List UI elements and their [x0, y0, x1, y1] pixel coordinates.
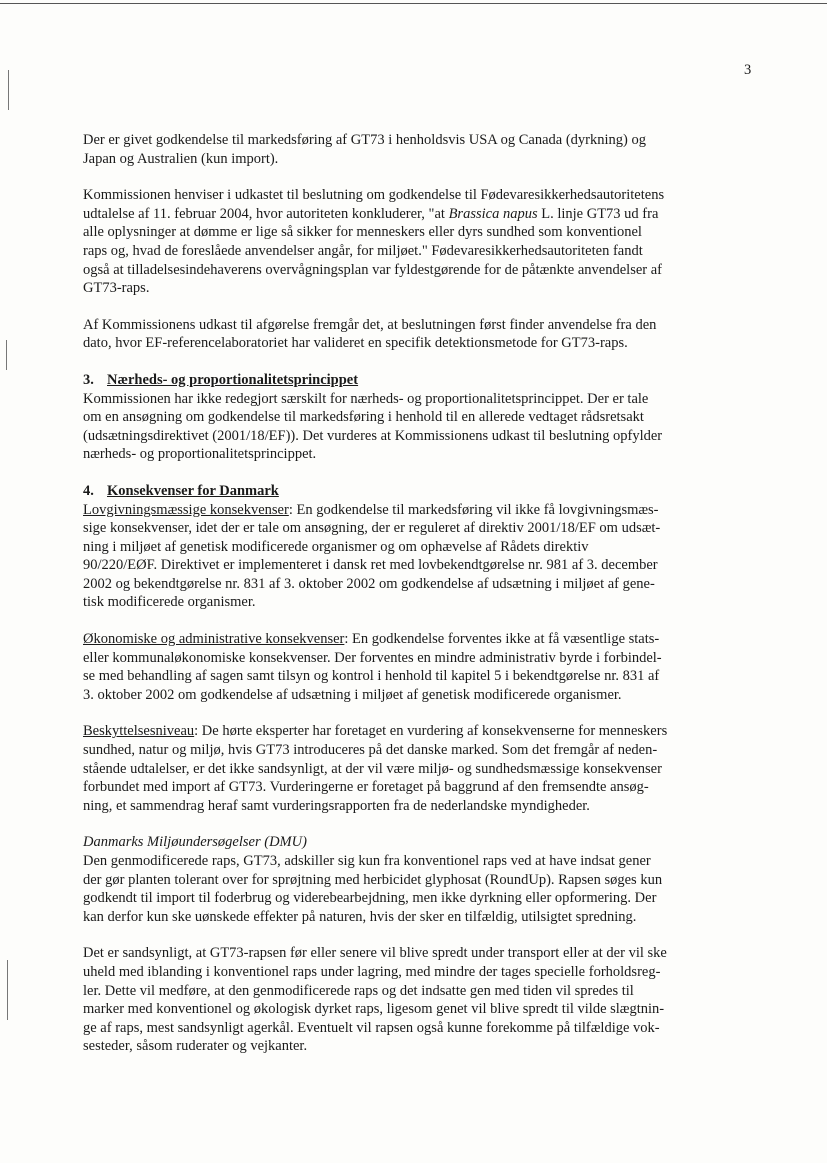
text-line: ning i miljøet af genetisk modificerede organismer og om ophævelse af Rådets direktiv	[83, 538, 589, 555]
section-number: 3.	[83, 371, 94, 388]
section-title: Nærheds- og proportionalitetsprincippet	[107, 371, 359, 388]
text-line: stående udtalelser, er det ikke sandsynligt, at der vil være miljø- og sundhedsmæssige konsekvenser	[83, 760, 662, 777]
text-line: godkendt til import til foderbrug og viderebearbejdning, men ikke dyrkning eller opformering. Der	[83, 890, 657, 907]
subheading-label: Økonomiske og administrative konsekvenser	[83, 631, 345, 648]
scan-margin-mark	[7, 960, 8, 1020]
text-line: dato, hvor EF-referencelaboratoriet har valideret en specifik detektionsmetode for GT73-raps.	[83, 335, 628, 352]
text-line: Der er givet godkendelse til markedsføring af GT73 i henholdsvis USA og Canada (dyrkning) og	[83, 132, 646, 148]
species-name: Brassica napus	[448, 205, 538, 222]
paragraph-dmu-spread	[83, 944, 759, 1056]
text-line: 2002 og bekendtgørelse nr. 831 af 3. oktober 2002 om godkendelse af udsætning i miljøet af gene-	[83, 575, 655, 592]
text-line: ge af raps, mest sandsynligt agerkål. Eventuelt vil rapsen også kunne forekomme på tilfældige vok-	[83, 1019, 660, 1036]
text-line: sige konsekvenser, idet der er tale om ansøgning, der er reguleret af direktiv 2001/18/EF om udsæt-	[83, 520, 661, 537]
text-line: tisk modificerede organismer.	[83, 594, 256, 611]
text-line: også at tilladelsesindehaverens overvågningsplan var fyldestgørende for de påtænkte anvendelser af	[83, 261, 662, 278]
text-line: kan derfor kun ske uønskede effekter på naturen, hvis der sker en tilfældig, utilsigtet spredning.	[83, 908, 637, 925]
paragraph-commission-reference	[83, 186, 759, 298]
text-line	[83, 501, 759, 520]
text-line: forbundet med import af GT73. Vurderingerne er foretaget på baggrund af den fremsendte ansøg-	[83, 779, 649, 796]
text-line: alle oplysninger at dømme er lige så sikker for menneskers eller dyrs sundhed som konventionel	[83, 224, 642, 241]
text-line: GT73-raps.	[83, 280, 150, 297]
paragraph-approvals	[83, 131, 759, 168]
text-line	[83, 205, 759, 224]
text-segment: L. linje GT73 ud fra	[537, 205, 659, 222]
subheading-label: Beskyttelsesniveau	[83, 723, 195, 740]
dmu-heading: Danmarks Miljøundersøgelser (DMU)	[83, 834, 307, 851]
subheading-label: Lovgivningsmæssige konsekvenser	[83, 501, 289, 518]
paragraph-economic-consequences	[83, 630, 759, 704]
section-title: Konsekvenser for Danmark	[107, 482, 279, 499]
text-line: marker med konventionel og økologisk dyrket raps, ligesom genet vil blive spredt til vilde slægtnin-	[83, 1001, 665, 1018]
paragraph-commission-draft	[83, 316, 759, 353]
text-line: (udsætningsdirektivet (2001/18/EF)). Det vurderes at Kommissionens udkast til beslutning opfylder	[83, 427, 663, 444]
text-line: ning, et sammendrag heraf samt vurderingsrapporten fra de nederlandske myndigheder.	[83, 797, 590, 814]
text-line	[83, 630, 759, 649]
paragraph-subsidiarity	[83, 390, 759, 464]
text-line	[83, 722, 759, 741]
text-segment: udtalelse af 11. februar 2004, hvor autoriteten konkluderer, "at	[83, 205, 449, 222]
paragraph-protection-level	[83, 722, 759, 815]
text-line: sundhed, natur og miljø, hvis GT73 introduceres på det danske marked. Som det fremgår af neden-	[83, 742, 658, 759]
text-segment: : En godkendelse forventes ikke at få væsentlige stats-	[344, 631, 660, 648]
text-line: Kommissionen henviser i udkastet til beslutning om godkendelse til Fødevaresikkerhedsautoritetens	[83, 187, 665, 204]
text-line: Det er sandsynligt, at GT73-rapsen før eller senere vil blive spredt under transport eller at der vil ske	[83, 945, 667, 962]
scan-margin-mark	[8, 70, 9, 110]
text-line: Kommissionen har ikke redegjort særskilt for nærheds- og proportionalitetsprincippet. Der er tale	[83, 390, 649, 407]
text-line: Japan og Australien (kun import).	[83, 150, 279, 167]
text-line: uheld med iblanding i konventionel raps under lagring, med mindre der tages specielle forholdsreg-	[83, 963, 661, 980]
paragraph-legislative-consequences	[83, 501, 759, 613]
scan-top-edge	[0, 3, 827, 4]
page-number: 3	[744, 62, 752, 78]
text-line: 90/220/EØF. Direktivet er implementeret i dansk ret med lovbekendtgørelse nr. 981 af 3. december	[83, 557, 658, 574]
document-body	[83, 131, 759, 1056]
text-segment: : En godkendelse til markedsføring vil ikke få lovgivningsmæs-	[288, 501, 659, 518]
text-line: der gør planten tolerant over for sprøjtning med herbicidet glyphosat (RoundUp). Rapsen søges kun	[83, 871, 663, 888]
text-segment: : De hørte eksperter har foretaget en vurdering af konsekvenserne for menneskers	[194, 723, 668, 740]
section-4-heading	[83, 482, 759, 501]
scan-margin-mark	[6, 340, 7, 370]
text-line: se med behandling af sagen samt tilsyn og kontrol i henhold til kapitel 5 i bekendtgørelse nr. 831 af	[83, 668, 660, 685]
text-line: om en ansøgning om godkendelse til markedsføring i henhold til en allerede vedtaget rådsretsakt	[83, 409, 644, 426]
text-line: nærheds- og proportionalitetsprincippet.	[83, 446, 317, 463]
section-3-heading	[83, 371, 759, 390]
paragraph-dmu	[83, 833, 759, 926]
section-number: 4.	[83, 482, 94, 499]
text-line: eller kommunaløkonomiske konsekvenser. Der forventes en mindre administrativ byrde i forbindel-	[83, 649, 662, 666]
text-line: raps og, hvad de foreslåede anvendelser angår, for miljøet." Fødevaresikkerhedsautoriteten fandt	[83, 242, 643, 259]
text-line: sesteder, såsom ruderater og vejkanter.	[83, 1038, 308, 1055]
text-line: 3. oktober 2002 om godkendelse af udsætning i miljøet af genetisk modificerede organismer.	[83, 686, 622, 703]
text-line: ler. Dette vil medføre, at den genmodificerede raps og det indsatte gen med tiden vil spredes til	[83, 982, 634, 999]
text-line: Af Kommissionens udkast til afgørelse fremgår det, at beslutningen først finder anvendelse fra den	[83, 316, 657, 333]
text-line: Den genmodificerede raps, GT73, adskiller sig kun fra konventionel raps ved at have indsat gener	[83, 853, 651, 869]
